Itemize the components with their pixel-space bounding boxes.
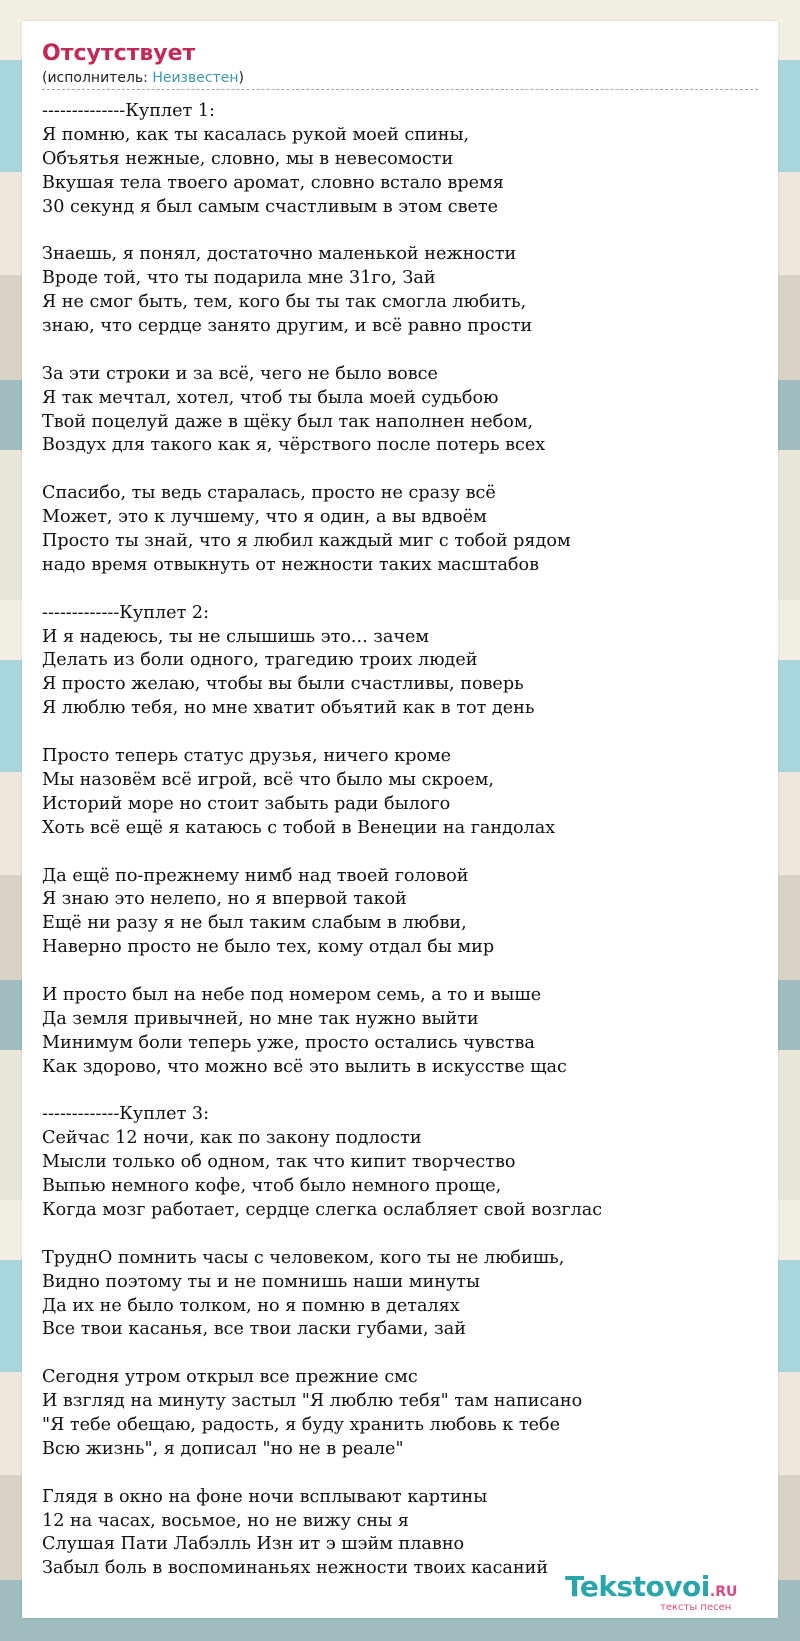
lyric-line: Когда мозг работает, сердце слегка ослабляет свой возглас bbox=[42, 1199, 603, 1220]
performer-suffix: ) bbox=[238, 70, 244, 86]
lyric-line: Глядя в окно на фоне ночи всплывают картины bbox=[42, 1486, 488, 1507]
lyric-blank-line bbox=[42, 458, 758, 482]
lyric-line: --------------Куплет 1: bbox=[42, 101, 215, 121]
song-title: Отсутствует bbox=[42, 41, 196, 66]
lyrics-card bbox=[22, 21, 778, 1618]
lyric-line: Минимум боли теперь уже, просто остались чувства bbox=[42, 1032, 535, 1053]
lyric-line: И я надеюсь, ты не слышишь это... зачем bbox=[42, 626, 430, 647]
lyric-blank-line bbox=[42, 578, 758, 602]
lyric-line: Я так мечтал, хотел, чтоб ты была моей судьбою bbox=[42, 387, 499, 408]
lyric-line: Я просто желаю, чтобы вы были счастливы, поверь bbox=[42, 674, 524, 695]
lyrics-text bbox=[42, 100, 758, 1581]
lyric-blank-line bbox=[42, 1080, 758, 1104]
lyric-line: Я знаю это нелепо, но я впервой такой bbox=[42, 889, 407, 910]
lyric-line: Все твои касанья, все твои ласки губами, зай bbox=[42, 1319, 466, 1340]
performer-prefix: (исполнитель: bbox=[42, 70, 153, 86]
performer-link[interactable]: Неизвестен bbox=[152, 70, 239, 86]
lyric-line: Знаешь, я понял, достаточно маленькой нежности bbox=[42, 244, 517, 265]
lyric-blank-line bbox=[42, 841, 758, 865]
lyric-blank-line bbox=[42, 339, 758, 363]
lyric-line: Может, это к лучшему, что я один, а вы вдвоём bbox=[42, 507, 487, 528]
lyric-blank-line bbox=[42, 960, 758, 984]
lyric-line: 30 секунд я был самым счастливым в этом свете bbox=[42, 196, 499, 217]
lyric-line: Сейчас 12 ночи, как по закону подлости bbox=[42, 1128, 422, 1149]
lyric-line: Твой поцелуй даже в щёку был так наполнен небом, bbox=[42, 411, 534, 432]
lyric-line: Сегодня утром открыл все прежние смс bbox=[42, 1367, 418, 1388]
lyric-line: Как здорово, что можно всё это вылить в искусстве щас bbox=[42, 1056, 567, 1077]
lyric-line: Историй море но стоит забыть ради былого bbox=[42, 793, 451, 814]
lyric-line: Видно поэтому ты и не помнишь наши минуты bbox=[42, 1271, 481, 1292]
lyric-blank-line bbox=[42, 721, 758, 745]
lyric-line: Я помню, как ты касалась рукой моей спины, bbox=[42, 124, 470, 145]
lyric-line: Делать из боли одного, трагедию троих людей bbox=[42, 650, 478, 671]
lyric-line: Просто теперь статус друзья, ничего кроме bbox=[42, 746, 452, 767]
logo-main-text: Tekstovoi bbox=[565, 1570, 710, 1603]
lyric-line: Мысли только об одном, так что кипит творчество bbox=[42, 1152, 516, 1173]
lyric-line: Да их не было толком, но я помню в деталях bbox=[42, 1295, 460, 1316]
site-logo[interactable] bbox=[565, 1570, 738, 1613]
lyric-blank-line bbox=[42, 1223, 758, 1247]
lyric-line: И взгляд на минуту застыл "Я люблю тебя" там написано bbox=[42, 1391, 583, 1412]
lyric-line: Просто ты знай, что я любил каждый миг с тобой рядом bbox=[42, 531, 571, 552]
lyric-line: -------------Куплет 2: bbox=[42, 602, 210, 623]
lyric-line: "Я тебе обещаю, радость, я буду хранить любовь к тебе bbox=[42, 1414, 561, 1435]
lyric-line: Объятья нежные, словно, мы в невесомости bbox=[42, 148, 454, 169]
lyric-line: Вкушая тела твоего аромат, словно встало время bbox=[42, 172, 504, 193]
lyric-line: Слушая Пати Лабэлль Изн ит э шэйм плавно bbox=[42, 1534, 465, 1555]
lyric-line: 12 на часах, восьмое, но не вижу сны я bbox=[42, 1510, 409, 1531]
lyric-line: Да ещё по-прежнему нимб над твоей головой bbox=[42, 865, 469, 886]
logo-tagline: тексты песен bbox=[660, 1602, 732, 1613]
lyric-line: И просто был на небе под номером семь, а то и выше bbox=[42, 984, 542, 1005]
lyric-line: Я не смог быть, тем, кого бы ты так смогла любить, bbox=[42, 292, 527, 313]
lyric-line: За эти строки и за всё, чего не было вовсе bbox=[42, 363, 438, 384]
lyric-line: Выпью немного кофе, чтоб было немного проще, bbox=[42, 1176, 502, 1197]
lyric-line: -------------Куплет 3: bbox=[42, 1104, 210, 1125]
lyric-line: надо время отвыкнуть от нежности таких масштабов bbox=[42, 554, 540, 575]
lyric-line: Забыл боль в воспоминаньях нежности твоих касаний bbox=[42, 1558, 549, 1579]
lyric-blank-line bbox=[42, 1462, 758, 1486]
logo-domain-suffix: .RU bbox=[709, 1584, 738, 1600]
lyric-line: Наверно просто не было тех, кому отдал бы мир bbox=[42, 937, 495, 958]
lyric-line: Вроде той, что ты подарила мне 31го, Зай bbox=[42, 268, 436, 289]
lyric-line: Да земля привычней, но мне так нужно выйти bbox=[42, 1008, 479, 1029]
lyric-line: Хоть всё ещё я катаюсь с тобой в Венеции на гандолах bbox=[42, 817, 556, 838]
lyric-blank-line bbox=[42, 1342, 758, 1366]
lyric-line: Ещё ни разу я не был таким слабым в любви, bbox=[42, 913, 467, 934]
lyric-line: Я люблю тебя, но мне хватит объятий как в тот день bbox=[42, 698, 535, 719]
lyric-blank-line bbox=[42, 219, 758, 243]
lyric-line: Мы назовём всё игрой, всё что было мы скроем, bbox=[42, 769, 495, 790]
lyric-line: Спасибо, ты ведь старалась, просто не сразу всё bbox=[42, 483, 496, 504]
lyric-line: ТруднО помнить часы с человеком, кого ты не любишь, bbox=[42, 1247, 565, 1268]
lyric-line: знаю, что сердце занято другим, и всё равно прости bbox=[42, 316, 533, 337]
performer-line bbox=[42, 69, 758, 90]
lyric-line: Всю жизнь", я дописал "но не в реале" bbox=[42, 1438, 404, 1459]
lyric-line: Воздух для такого как я, чёрствого после потерь всех bbox=[42, 435, 546, 456]
